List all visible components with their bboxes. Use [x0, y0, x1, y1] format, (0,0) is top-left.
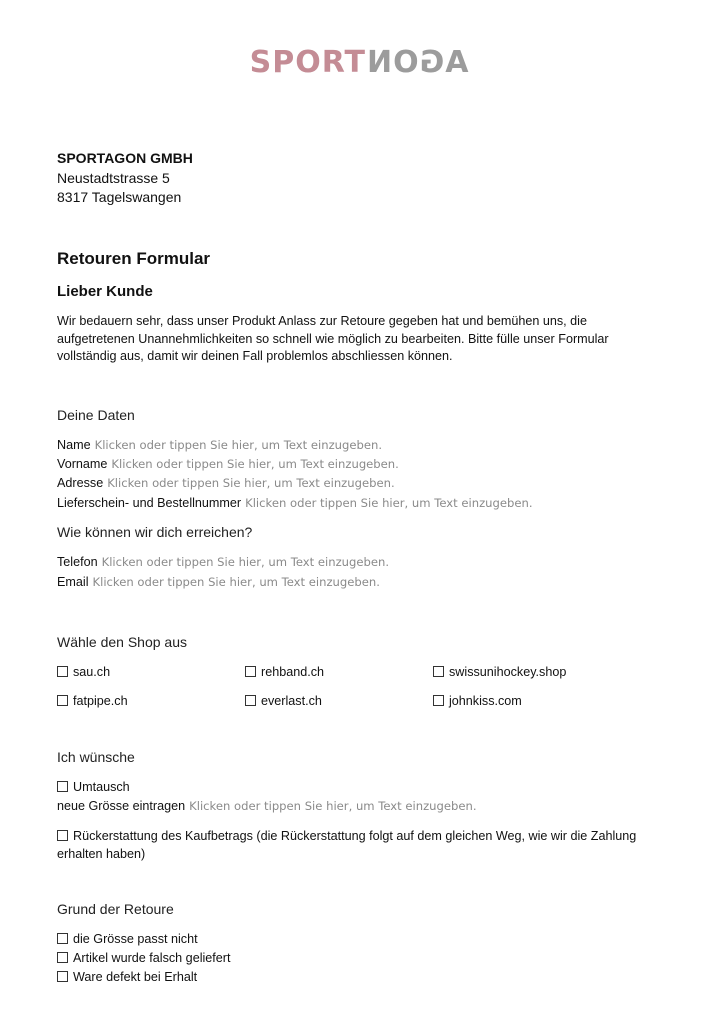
checkbox-label: die Grösse passt nicht	[73, 932, 198, 946]
shop-checkbox-swissunihockey[interactable]	[433, 664, 566, 680]
checkbox-label: swissunihockey.shop	[449, 665, 567, 679]
checkbox-label: Artikel wurde falsch geliefert	[73, 951, 231, 965]
sportagon-logo	[0, 44, 718, 82]
checkbox-icon[interactable]	[57, 952, 68, 963]
field-phone	[57, 554, 389, 570]
checkbox-label: fatpipe.ch	[73, 694, 128, 708]
logo-text-part2: AGON	[365, 45, 469, 80]
form-title: Retouren Formular	[57, 249, 211, 268]
section-heading-reason: Grund der Retoure	[57, 901, 174, 917]
checkbox-label: Umtausch	[73, 780, 130, 794]
shop-checkbox-johnkiss[interactable]	[433, 693, 522, 709]
refund-checkbox[interactable]	[57, 827, 647, 863]
checkbox-label: rehband.ch	[261, 665, 325, 679]
field-order-number	[57, 495, 533, 511]
exchange-checkbox[interactable]	[57, 779, 130, 795]
section-heading-your-data: Deine Daten	[57, 407, 135, 423]
field-label: Telefon	[57, 555, 98, 569]
checkbox-icon[interactable]	[57, 933, 68, 944]
checkbox-label: sau.ch	[73, 665, 111, 679]
checkbox-icon[interactable]	[57, 666, 68, 677]
checkbox-icon[interactable]	[245, 666, 256, 677]
order-number-input[interactable]: Klicken oder tippen Sie hier, um Text einzugeben.	[245, 496, 533, 510]
reason-checkbox-size[interactable]	[57, 931, 198, 947]
field-firstname	[57, 456, 399, 472]
shop-checkbox-everlast[interactable]	[245, 693, 322, 709]
checkbox-label: johnkiss.com	[449, 694, 522, 708]
name-input[interactable]: Klicken oder tippen Sie hier, um Text einzugeben.	[94, 438, 383, 452]
shop-checkbox-fatpipe[interactable]	[57, 693, 128, 709]
checkbox-label: everlast.ch	[261, 694, 322, 708]
checkbox-icon[interactable]	[433, 695, 444, 706]
checkbox-icon[interactable]	[245, 695, 256, 706]
checkbox-icon[interactable]	[433, 666, 444, 677]
company-city: 8317 Tagelswangen	[57, 189, 182, 205]
section-heading-wish: Ich wünsche	[57, 749, 135, 765]
field-address	[57, 475, 395, 491]
field-label: Adresse	[57, 476, 104, 490]
shop-checkbox-sau[interactable]	[57, 664, 110, 680]
checkbox-icon[interactable]	[57, 971, 68, 982]
checkbox-icon[interactable]	[57, 781, 68, 792]
company-street: Neustadtstrasse 5	[57, 170, 170, 186]
field-label: Vorname	[57, 457, 108, 471]
shop-checkbox-rehband[interactable]	[245, 664, 324, 680]
greeting: Lieber Kunde	[57, 283, 153, 300]
reason-checkbox-wrong-item[interactable]	[57, 950, 231, 966]
email-input[interactable]: Klicken oder tippen Sie hier, um Text einzugeben.	[92, 575, 380, 589]
field-label: neue Grösse eintragen	[57, 799, 186, 813]
field-email	[57, 574, 380, 590]
section-heading-shop: Wähle den Shop aus	[57, 634, 187, 650]
new-size-input[interactable]: Klicken oder tippen Sie hier, um Text einzugeben.	[189, 799, 477, 813]
checkbox-icon[interactable]	[57, 830, 68, 841]
field-new-size	[57, 798, 477, 814]
address-input[interactable]: Klicken oder tippen Sie hier, um Text einzugeben.	[107, 476, 395, 490]
phone-input[interactable]: Klicken oder tippen Sie hier, um Text einzugeben.	[101, 555, 390, 569]
firstname-input[interactable]: Klicken oder tippen Sie hier, um Text einzugeben.	[111, 457, 399, 471]
field-label: Name	[57, 438, 91, 452]
intro-text: Wir bedauern sehr, dass unser Produkt Anlass zur Retoure gegeben hat und bemühen uns, die aufgetretenen Unannehmlichkeiten so schnell wie möglich zu bearbeiten. Bitte fülle unser Formular vollständig aus, damit wir deinen Fall problemlos abschliessen können.	[57, 314, 609, 363]
company-name: SPORTAGON GMBH	[57, 150, 193, 166]
logo-text-part1: SPORT	[249, 45, 366, 80]
reason-checkbox-defect[interactable]	[57, 969, 197, 985]
section-heading-contact: Wie können wir dich erreichen?	[57, 524, 253, 540]
checkbox-label: Ware defekt bei Erhalt	[73, 970, 198, 984]
field-label: Lieferschein- und Bestellnummer	[57, 496, 242, 510]
field-name	[57, 437, 382, 453]
checkbox-label: Rückerstattung des Kaufbetrags (die Rückerstattung folgt auf dem gleichen Weg, wie wir die Zahlung erhalten haben)	[57, 829, 637, 861]
field-label: Email	[57, 575, 89, 589]
checkbox-icon[interactable]	[57, 695, 68, 706]
